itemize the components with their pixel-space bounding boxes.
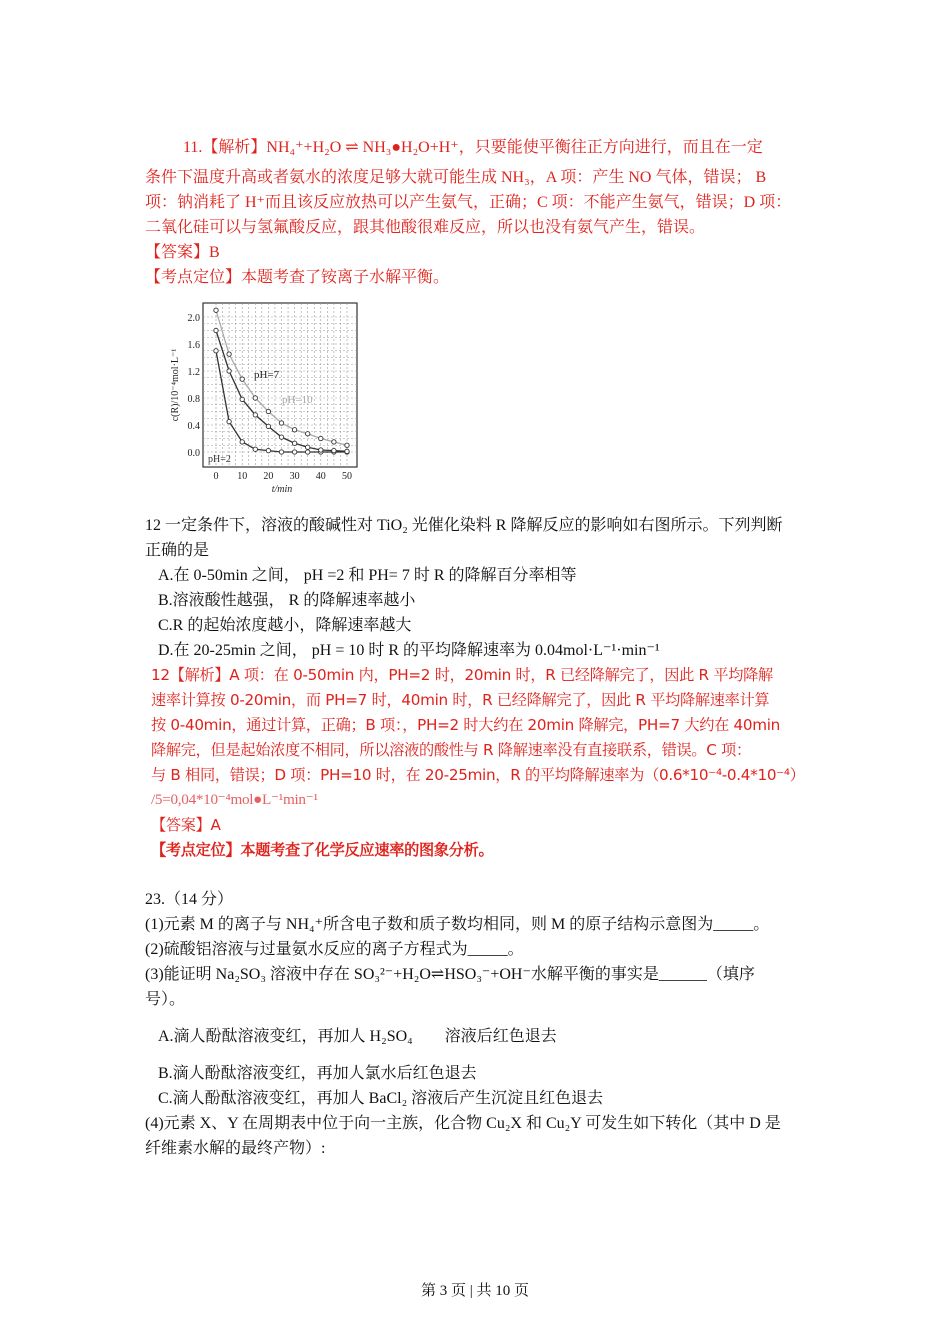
data-point xyxy=(306,450,310,454)
data-point xyxy=(253,396,257,400)
q12-option-c: C.R 的起始浓度越小，降解速率越大 xyxy=(158,617,412,634)
q23-option-b: B.滴人酚酞溶液变红，再加人氯水后红色退去 xyxy=(158,1065,477,1082)
data-point xyxy=(240,377,244,381)
q12-explanation-line: 与 B 相同，错误；D 项：PH=10 时，在 20-25min，R 的平均降解速率为（0.6*10⁻⁴-0.4*10⁻⁴） xyxy=(151,766,805,784)
y-axis-label: c(R)/10⁻⁴mol·L⁻¹ xyxy=(170,348,181,422)
data-point xyxy=(319,436,323,440)
q12-option-d: D.在 20-25min 之间， pH = 10 时 R 的平均降解速率为 0.04mol·L⁻¹·min⁻¹ xyxy=(158,642,660,659)
q12-option-a: A.在 0-50min 之间， pH =2 和 PH= 7 时 R 的降解百分率相等 xyxy=(158,567,577,584)
data-point xyxy=(227,352,231,356)
data-point xyxy=(345,443,349,447)
data-point xyxy=(253,447,257,451)
y-tick-label: 0.8 xyxy=(187,394,200,405)
q23-part3: 号）。 xyxy=(145,991,186,1008)
x-tick-label: 40 xyxy=(315,471,326,482)
data-point xyxy=(227,419,231,423)
data-point xyxy=(266,448,270,452)
x-tick-label: 10 xyxy=(237,471,248,482)
data-point xyxy=(292,428,296,432)
y-tick-label: 2.0 xyxy=(187,313,200,324)
q23-part1: (1)元素 M 的离子与 NH₄⁺所含电子数和质子数均相同，则 M 的原子结构示意图为_____。 xyxy=(145,916,770,933)
series-label-ph10: pH=10 xyxy=(282,394,313,406)
data-point xyxy=(214,308,218,312)
data-point xyxy=(306,445,310,449)
q23-part3: (3)能证明 Na₂SO₃ 溶液中存在 SO₃²⁻+H₂O⇌HSO₃⁻+OH⁻水解平衡的事实是______（填序 xyxy=(145,966,755,983)
y-tick-label: 0.0 xyxy=(187,448,200,459)
q11-explanation-line: 条件下温度升高或者氨水的浓度足够大就可能生成 NH₃，A 项：产生 NO 气体，错误； B xyxy=(145,169,767,186)
q12-explanation-line: 12【解析】A 项：在 0-50min 内，PH=2 时，20min 时，R 已经降解完了，因此 R 平均降解 xyxy=(151,666,773,684)
data-point xyxy=(279,421,283,425)
q12-stem: 正确的是 xyxy=(145,542,210,559)
q23-part4: 纤维素水解的最终产物）: xyxy=(145,1140,326,1157)
q12-topic: 【考点定位】本题考查了化学反应速率的图象分析。 xyxy=(151,841,494,859)
x-tick-label: 0 xyxy=(213,471,219,482)
x-axis-label: t/min xyxy=(271,484,293,495)
q23-option-a: A.滴人酚酞溶液变红，再加人 H₂SO₄ 溶液后红色退去 xyxy=(158,1028,557,1045)
q12-explanation-line: /5=0,04*10⁻⁴mol●L⁻¹min⁻¹ xyxy=(151,791,318,808)
data-point xyxy=(292,441,296,445)
q12-answer: 【答案】A xyxy=(151,816,221,834)
q23-part4: (4)元素 X、Y 在周期表中位于向一主族，化合物 Cu₂X 和 Cu₂Y 可发生如下转化（其中 D 是 xyxy=(145,1115,781,1132)
page-footer: 第 3 页 | 共 10 页 xyxy=(420,1283,529,1299)
q12-explanation-line: 速率计算按 0-20min，而 PH=7 时，40min 时，R 已经降解完了，因此 R 平均降解速率计算 xyxy=(151,691,770,709)
data-point xyxy=(279,450,283,454)
data-point xyxy=(240,440,244,444)
data-point xyxy=(214,328,218,332)
data-point xyxy=(214,349,218,353)
x-tick-label: 50 xyxy=(342,471,352,482)
series-label-ph7: pH=7 xyxy=(254,369,280,381)
degradation-chart xyxy=(170,295,390,500)
data-point xyxy=(345,449,349,453)
q12-stem: 12 一定条件下，溶液的酸碱性对 TiO₂ 光催化染料 R 降解反应的影响如右图所示。下列判断 xyxy=(145,517,783,534)
data-point xyxy=(253,413,257,417)
q12-option-b: B.溶液酸性越强， R 的降解速率越小 xyxy=(158,592,416,609)
q11-explanation-line: 项：钠消耗了 H⁺而且该反应放热可以产生氨气，正确；C 项：不能产生氨气，错误；D 项： xyxy=(145,194,792,211)
q23-part2: (2)硫酸铝溶液与过量氨水反应的离子方程式为_____。 xyxy=(145,941,524,958)
data-point xyxy=(240,397,244,401)
data-point xyxy=(332,448,336,452)
y-tick-label: 1.6 xyxy=(187,340,200,351)
q12-explanation-line: 降解完，但是起始浓度不相同，所以溶液的酸性与 R 降解速率没有直接联系，错误。C 项： xyxy=(151,741,751,759)
data-point xyxy=(266,424,270,428)
y-tick-label: 0.4 xyxy=(187,421,200,432)
y-tick-label: 1.2 xyxy=(187,367,200,378)
q11-explanation-line: 11.【解析】NH₄⁺+H₂O ⇌ NH₃●H₂O+H⁺，只要能使平衡往正方向进行，而且在一定 xyxy=(183,139,763,156)
data-point xyxy=(266,409,270,413)
q23-title: 23.（14 分） xyxy=(145,891,234,908)
x-tick-label: 20 xyxy=(263,471,274,482)
series-label-ph2: pH=2 xyxy=(208,454,231,465)
q11-topic: 【考点定位】本题考查了铵离子水解平衡。 xyxy=(145,269,450,286)
q12-explanation-line: 按 0-40min，通过计算，正确；B 项：，PH=2 时大约在 20min 降解完，PH=7 大约在 40min xyxy=(151,716,780,734)
q11-explanation-line: 二氧化硅可以与氢氟酸反应，跟其他酸很难反应，所以也没有氨气产生，错误。 xyxy=(145,219,706,236)
data-point xyxy=(227,369,231,373)
x-tick-label: 30 xyxy=(289,471,300,482)
q23-option-c: C.滴人酚酞溶液变红，再加人 BaCl₂ 溶液后产生沉淀且红色退去 xyxy=(158,1090,604,1107)
data-point xyxy=(306,432,310,436)
data-point xyxy=(279,435,283,439)
data-point xyxy=(319,448,323,452)
data-point xyxy=(332,440,336,444)
data-point xyxy=(292,450,296,454)
q11-answer: 【答案】B xyxy=(145,244,220,261)
